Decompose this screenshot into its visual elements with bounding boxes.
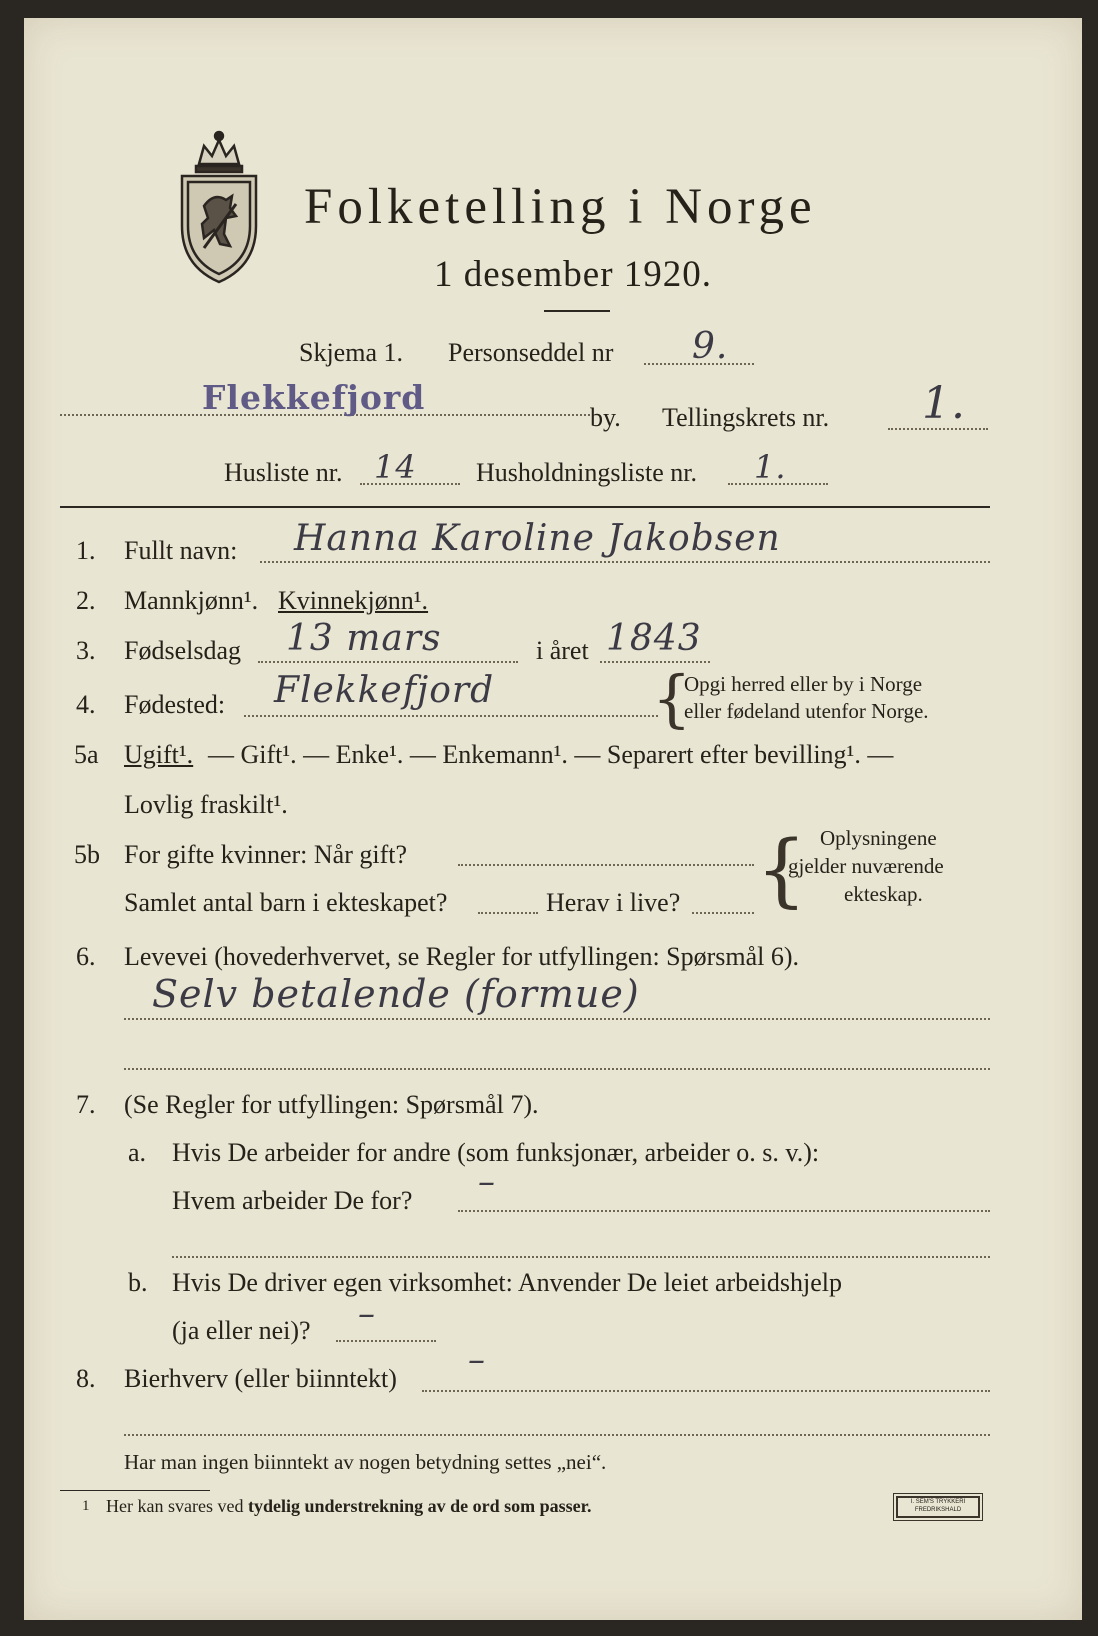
q7a-sub-label: Hvem arbeider De for? <box>172 1186 413 1215</box>
q8-field-line-2 <box>124 1434 990 1436</box>
q7b-field-line <box>336 1340 436 1342</box>
q5a-number: 5a <box>74 740 99 769</box>
q5a-ugift-underlined: Ugift¹. <box>124 740 194 769</box>
q5b-alive-field-line <box>692 912 754 914</box>
form-title: Folketelling i Norge <box>304 179 817 235</box>
q6-number: 6. <box>76 942 96 971</box>
q5b-note-line3: ekteskap. <box>844 882 923 906</box>
q5b-children-field-line <box>478 912 538 914</box>
q5a-line2: Lovlig fraskilt¹. <box>124 790 288 819</box>
q6-label: Levevei (hovederhvervet, se Regler for utfyllingen: Spørsmål 6). <box>124 942 800 971</box>
q8-label: Bierhverv (eller biinntekt) <box>124 1364 397 1393</box>
q7-number: 7. <box>76 1090 96 1119</box>
husholdning-label: Husholdningsliste nr. <box>476 458 698 487</box>
q7b-sub-label: (ja eller nei)? <box>172 1316 311 1345</box>
q5b-alive-label: Herav i live? <box>546 888 681 917</box>
printer-mark <box>896 1496 980 1518</box>
q7b-letter: b. <box>128 1268 148 1297</box>
q5b-note-line2: gjelder nuværende <box>788 854 944 878</box>
q6-field-line-2 <box>124 1068 990 1070</box>
q5b-number: 5b <box>74 840 100 869</box>
header-separator <box>60 506 990 508</box>
q8-field-line-1 <box>422 1390 990 1392</box>
q4-note-brace: { <box>652 662 692 735</box>
q5b-children-label: Samlet antal barn i ekteskapet? <box>124 888 448 917</box>
q4-note-line1: Opgi herred eller by i Norge <box>684 672 923 696</box>
tellingskrets-label: Tellingskrets nr. <box>662 403 830 432</box>
q7a-label: Hvis De arbeider for andre (som funksjonær, arbeider o. s. v.): <box>172 1138 820 1167</box>
q3-label: Fødselsdag <box>124 636 241 665</box>
q4-label: Fødested: <box>124 690 226 719</box>
personseddel-label: Personseddel nr <box>448 338 614 367</box>
q5b-note-brace: { <box>756 823 807 916</box>
footnote-text <box>106 1496 592 1517</box>
footnote-bold: tydelig understrekning av de ord som passer. <box>247 1496 592 1516</box>
q7-label: (Se Regler for utfyllingen: Spørsmål 7). <box>124 1090 539 1119</box>
schema-label: Skjema 1. <box>299 338 403 367</box>
q4-value: Flekkefjord <box>274 670 495 711</box>
q4-note-line2: eller fødeland utenfor Norge. <box>684 699 929 723</box>
husliste-label: Husliste nr. <box>224 458 343 487</box>
q2-female-underlined: Kvinnekjønn¹. <box>278 586 429 615</box>
city-stamp: Flekkefjord <box>202 378 426 417</box>
q7a-letter: a. <box>128 1138 147 1167</box>
q4-number: 4. <box>76 690 96 719</box>
title-divider <box>544 310 610 312</box>
footnote-prefix: Her kan svares ved <box>106 1496 244 1516</box>
by-label: by. <box>590 403 621 432</box>
q3-year-label: i året <box>536 636 589 665</box>
personseddel-value: 9. <box>692 326 729 367</box>
q7a-value: – <box>478 1162 496 1202</box>
q3-year-value: 1843 <box>606 618 702 659</box>
norwegian-coat-of-arms-icon <box>174 126 264 286</box>
printer-line2: FREDRIKSHALD <box>914 1507 962 1513</box>
q7b-value: – <box>358 1294 376 1334</box>
q7b-label: Hvis De driver egen virksomhet: Anvender De leiet arbeidshjelp <box>172 1268 843 1297</box>
q2-number: 2. <box>76 586 96 615</box>
q1-value: Hanna Karoline Jakobsen <box>294 518 781 559</box>
husholdning-value: 1. <box>754 448 787 486</box>
q5b-label: For gifte kvinner: Når gift? <box>124 840 408 869</box>
q2-male: Mannkjønn¹. <box>124 586 259 615</box>
census-form-page <box>24 18 1082 1620</box>
q1-label: Fullt navn: <box>124 536 238 565</box>
q1-number: 1. <box>76 536 96 565</box>
q1-field-line <box>260 561 990 563</box>
q3-number: 3. <box>76 636 96 665</box>
q7a-field-line-1 <box>458 1210 990 1212</box>
husliste-value: 14 <box>374 448 417 486</box>
q5b-note-line1: Oplysningene <box>820 826 937 850</box>
footnote-rule <box>60 1490 210 1491</box>
census-date: 1 desember 1920. <box>434 254 713 295</box>
tellingskrets-value: 1. <box>922 378 966 429</box>
q5a-options: — Gift¹. — Enke¹. — Enkemann¹. — Separert efter bevilling¹. — <box>208 740 894 769</box>
q6-field-line-1 <box>124 1018 990 1020</box>
q5b-married-field-line <box>458 864 754 866</box>
q8-value: – <box>468 1340 486 1380</box>
footnote-marker: 1 <box>82 1498 90 1514</box>
q8-note: Har man ingen biinntekt av nogen betydning settes „nei“. <box>124 1450 607 1474</box>
q8-number: 8. <box>76 1364 96 1393</box>
q4-field-line <box>244 715 658 717</box>
q6-value: Selv betalende (formue) <box>152 972 640 1016</box>
q7a-field-line-2 <box>172 1256 990 1258</box>
q3-field-line <box>258 661 518 663</box>
q3-value: 13 mars <box>286 618 442 659</box>
printer-line1: I. SEM'S TRYKKERI <box>910 1499 966 1505</box>
